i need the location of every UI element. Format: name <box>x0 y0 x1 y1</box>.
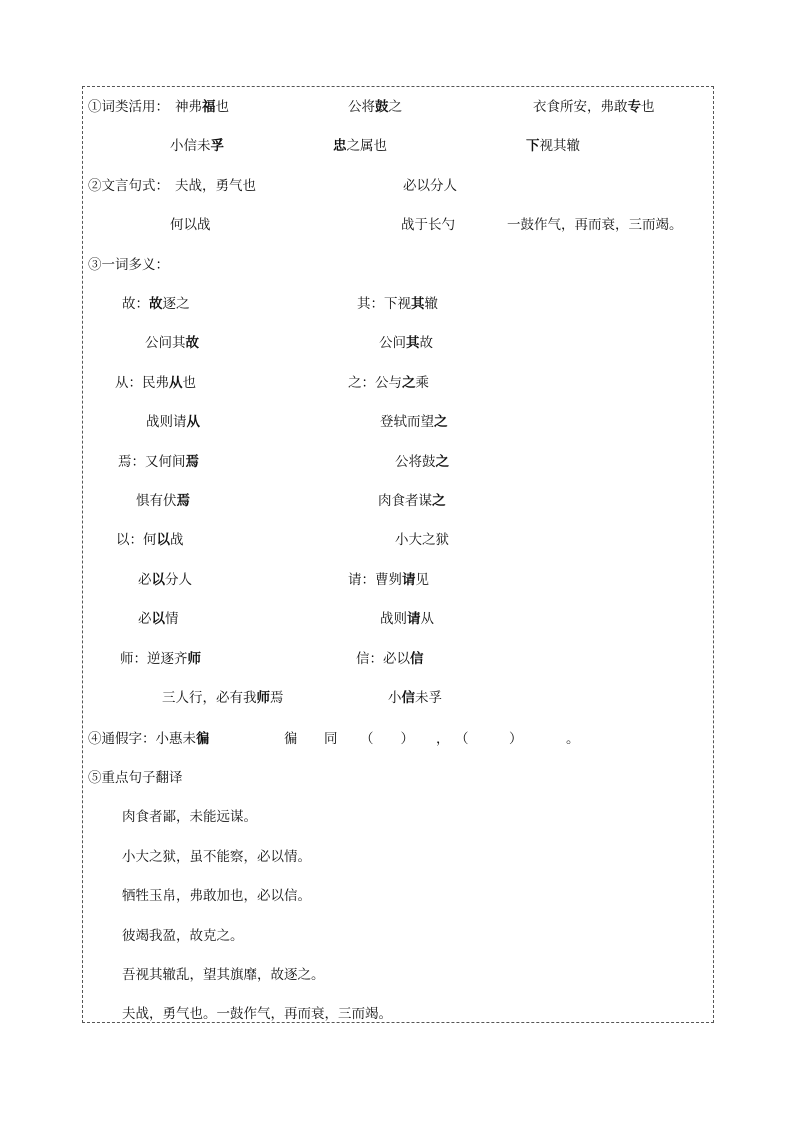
cong-example-2: 战则请从 <box>146 414 200 430</box>
cong-row: 从：民弗从也 <box>115 375 196 391</box>
s2-example-b: 必以分人 <box>403 178 457 194</box>
section-4-row: ④通假字：小惠未徧 <box>88 731 210 747</box>
translation-line-5: 吾视其辙乱，望其旗靡，故逐之。 <box>122 967 325 983</box>
yan-row: 焉：又何间焉 <box>118 454 199 470</box>
section-2-heading: ②文言句式： <box>88 178 169 194</box>
translation-line-4: 彼竭我盈，故克之。 <box>122 928 244 944</box>
yi-example-2: 必以分人 <box>138 572 192 588</box>
s4-blank-2[interactable]: （ ） <box>455 731 523 747</box>
s4-comma: ， <box>436 731 450 747</box>
s1-example-c: 衣食所安，弗敢专也 <box>533 99 655 115</box>
qi-row: 其：下视其辙 <box>357 296 438 312</box>
s4-period: 。 <box>566 731 580 747</box>
yi-row: 以：何以战 <box>116 532 184 548</box>
s1-example-a: 神弗福也 <box>175 99 229 115</box>
gu-row: 故：故逐之 <box>122 296 190 312</box>
zhi-example-5: 小大之狱 <box>395 532 449 548</box>
zhi-row: 之：公与之乘 <box>348 375 429 391</box>
translation-line-6: 夫战，勇气也。一鼓作气，再而衰，三而竭。 <box>122 1006 392 1022</box>
yi-example-3: 必以情 <box>138 611 179 627</box>
zhi-example-4: 肉食者谋之 <box>378 493 446 509</box>
s2-example-d: 战于长勺 <box>401 217 455 233</box>
translation-line-3: 牺牲玉帛，弗敢加也，必以信。 <box>122 888 311 904</box>
s4-tong: 同 <box>324 731 338 747</box>
translation-line-1: 肉食者鄙，未能远谋。 <box>122 809 257 825</box>
yan-example-2: 惧有伏焉 <box>136 493 190 509</box>
s1-example-e: 忠之属也 <box>333 138 387 154</box>
qing-example-2: 战则请从 <box>380 611 434 627</box>
s2-example-c: 何以战 <box>170 217 211 233</box>
section-5-heading: ⑤重点句子翻译 <box>88 770 183 786</box>
gu-example-2: 公问其故 <box>145 335 199 351</box>
section-3-heading: ③一词多义： <box>88 257 169 273</box>
xin-row: 信：必以信 <box>356 651 424 667</box>
shi-example-2: 三人行，必有我师焉 <box>162 690 284 706</box>
s2-example-a: 夫战，勇气也 <box>175 178 256 194</box>
section-1-heading: ①词类活用： <box>88 99 169 115</box>
shi-row: 师：逆逐齐师 <box>120 651 201 667</box>
s1-example-f: 下视其辙 <box>526 138 580 154</box>
qing-row: 请：曹刿请见 <box>348 572 429 588</box>
xin-example-2: 小信未孚 <box>388 690 442 706</box>
s4-char: 徧 <box>284 731 298 747</box>
s1-example-b: 公将鼓之 <box>348 99 402 115</box>
qi-example-2: 公问其故 <box>379 335 433 351</box>
s1-example-d: 小信未孚 <box>170 138 224 154</box>
s2-example-e: 一鼓作气，再而衰，三而竭。 <box>507 217 683 233</box>
zhi-example-3: 公将鼓之 <box>395 454 449 470</box>
zhi-example-2: 登轼而望之 <box>380 414 448 430</box>
translation-line-2: 小大之狱，虽不能察，必以情。 <box>122 849 311 865</box>
s4-blank-1[interactable]: （ ） <box>360 731 414 747</box>
